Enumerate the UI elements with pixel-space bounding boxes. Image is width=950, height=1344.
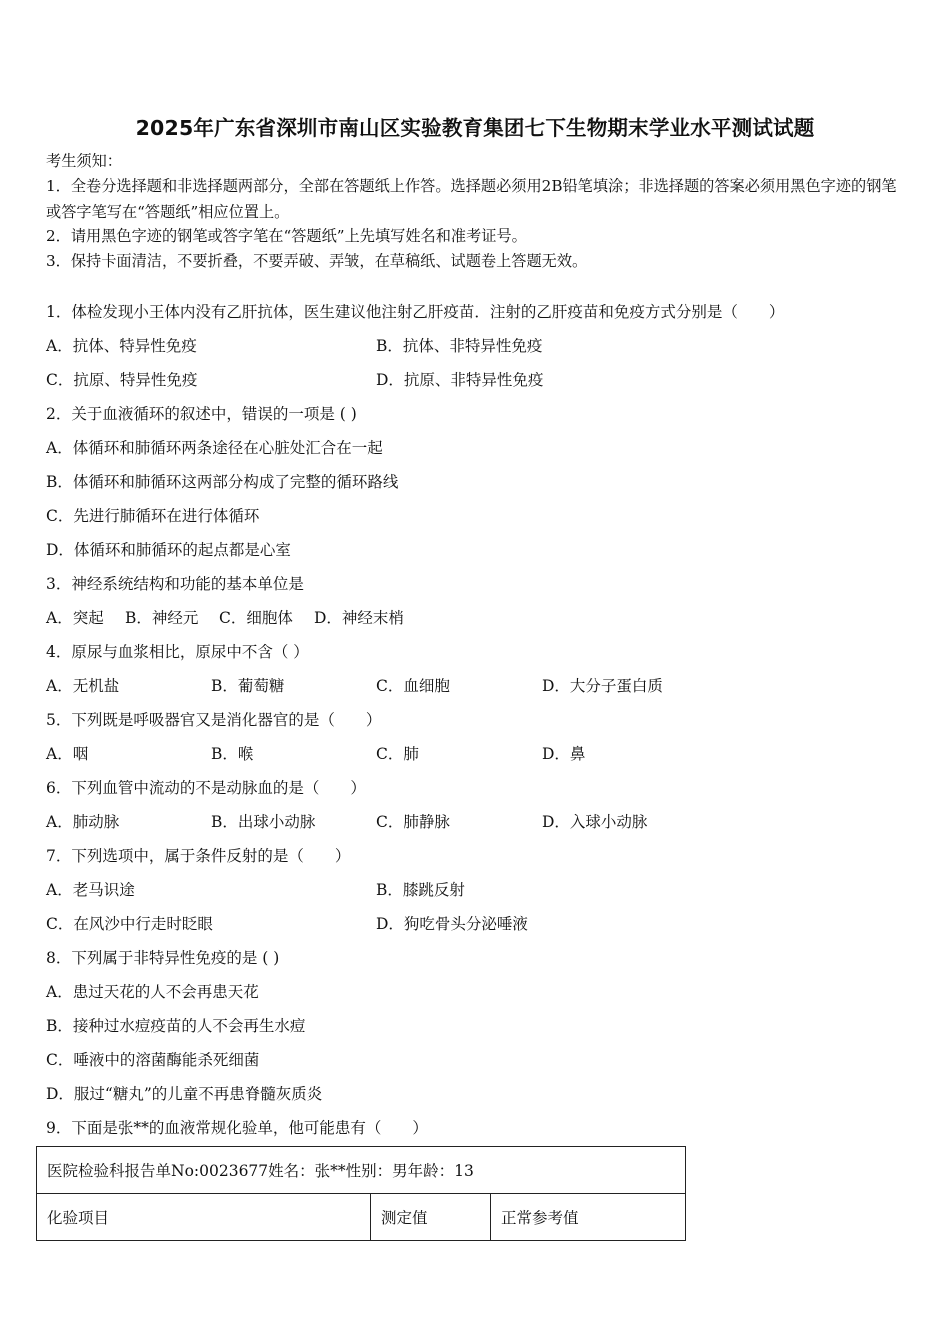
question-4-option-c: C．血细胞 bbox=[376, 677, 450, 695]
question-2-option-d: D．体循环和肺循环的起点都是心室 bbox=[46, 541, 291, 559]
question-3-option-c: C．细胞体 bbox=[219, 609, 293, 627]
question-5-option-c: C．肺 bbox=[376, 745, 419, 763]
notice-item-1: 1．全卷分选择题和非选择题两部分，全部在答题纸上作答。选择题必须用2B铅笔填涂；非选择题的答案必须用黑色字迹的钢笔或答字笔写在“答题纸”相应位置上。 bbox=[46, 177, 897, 221]
question-5-option-b: B．喉 bbox=[211, 745, 254, 763]
question-7-option-a: A．老马识途 bbox=[46, 881, 135, 899]
question-8-option-a: A．患过天花的人不会再患天花 bbox=[46, 983, 259, 1001]
question-5-option-a: A．咽 bbox=[46, 745, 89, 763]
notice-heading: 考生须知： bbox=[46, 152, 122, 170]
question-8-option-b: B．接种过水痘疫苗的人不会再生水痘 bbox=[46, 1017, 306, 1035]
question-6-option-d: D．入球小动脉 bbox=[542, 813, 648, 831]
question-8-stem: 8．下列属于非特异性免疫的是 ( ) bbox=[46, 949, 280, 967]
column-header-value: 测定值 bbox=[371, 1194, 491, 1241]
question-8-option-c: C．唾液中的溶菌酶能杀死细菌 bbox=[46, 1051, 260, 1069]
table-row bbox=[37, 1194, 686, 1241]
question-6-option-a: A．肺动脉 bbox=[46, 813, 120, 831]
question-4-option-d: D．大分子蛋白质 bbox=[542, 677, 663, 695]
question-2-option-a: A．体循环和肺循环两条途径在心脏处汇合在一起 bbox=[46, 439, 383, 457]
question-4-option-b: B．葡萄糖 bbox=[211, 677, 285, 695]
question-2-option-b: B．体循环和肺循环这两部分构成了完整的循环路线 bbox=[46, 473, 399, 491]
question-4-stem: 4．原尿与血浆相比，原尿中不含（ ） bbox=[46, 643, 309, 661]
question-9-stem: 9．下面是张**的血液常规化验单，他可能患有（ ） bbox=[46, 1119, 428, 1137]
question-7-option-b: B．膝跳反射 bbox=[376, 881, 465, 899]
column-header-item: 化验项目 bbox=[37, 1194, 371, 1241]
table-row bbox=[37, 1147, 686, 1194]
question-6-option-b: B．出球小动脉 bbox=[211, 813, 316, 831]
question-1-stem: 1．体检发现小王体内没有乙肝抗体，医生建议他注射乙肝疫苗．注射的乙肝疫苗和免疫方式分别是（ ） bbox=[46, 303, 785, 321]
lab-report-table bbox=[36, 1146, 686, 1241]
question-1-option-c: C．抗原、特异性免疫 bbox=[46, 371, 198, 389]
question-5-option-d: D．鼻 bbox=[542, 745, 586, 763]
question-1-option-d: D．抗原、非特异性免疫 bbox=[376, 371, 544, 389]
question-3-option-d: D．神经末梢 bbox=[314, 609, 404, 627]
question-7-stem: 7．下列选项中，属于条件反射的是（ ） bbox=[46, 847, 351, 865]
question-3-option-b: B．神经元 bbox=[125, 609, 199, 627]
question-2-stem: 2．关于血液循环的叙述中，错误的一项是 ( ) bbox=[46, 405, 357, 423]
report-header: 医院检验科报告单No:0023677姓名：张**性别：男年龄：13 bbox=[37, 1147, 686, 1194]
question-7-option-d: D．狗吃骨头分泌唾液 bbox=[376, 915, 528, 933]
notice-item-2: 2．请用黑色字迹的钢笔或答字笔在“答题纸”上先填写姓名和准考证号。 bbox=[46, 227, 527, 245]
question-6-stem: 6．下列血管中流动的不是动脉血的是（ ） bbox=[46, 779, 366, 797]
question-4-option-a: A．无机盐 bbox=[46, 677, 120, 695]
question-8-option-d: D．服过“糖丸”的儿童不再患脊髓灰质炎 bbox=[46, 1085, 323, 1103]
question-6-option-c: C．肺静脉 bbox=[376, 813, 450, 831]
question-1-option-b: B．抗体、非特异性免疫 bbox=[376, 337, 543, 355]
question-3-option-a: A．突起 bbox=[46, 609, 104, 627]
notice-item-3: 3．保持卡面清洁，不要折叠，不要弄破、弄皱，在草稿纸、试题卷上答题无效。 bbox=[46, 252, 588, 270]
column-header-reference: 正常参考值 bbox=[491, 1194, 686, 1241]
question-5-stem: 5．下列既是呼吸器官又是消化器官的是（ ） bbox=[46, 711, 382, 729]
question-1-option-a: A．抗体、特异性免疫 bbox=[46, 337, 197, 355]
page-title: 2025年广东省深圳市南山区实验教育集团七下生物期末学业水平测试试题 bbox=[135, 116, 815, 140]
question-7-option-c: C．在风沙中行走时眨眼 bbox=[46, 915, 213, 933]
question-2-option-c: C．先进行肺循环在进行体循环 bbox=[46, 507, 260, 525]
question-3-stem: 3．神经系统结构和功能的基本单位是 bbox=[46, 575, 304, 593]
